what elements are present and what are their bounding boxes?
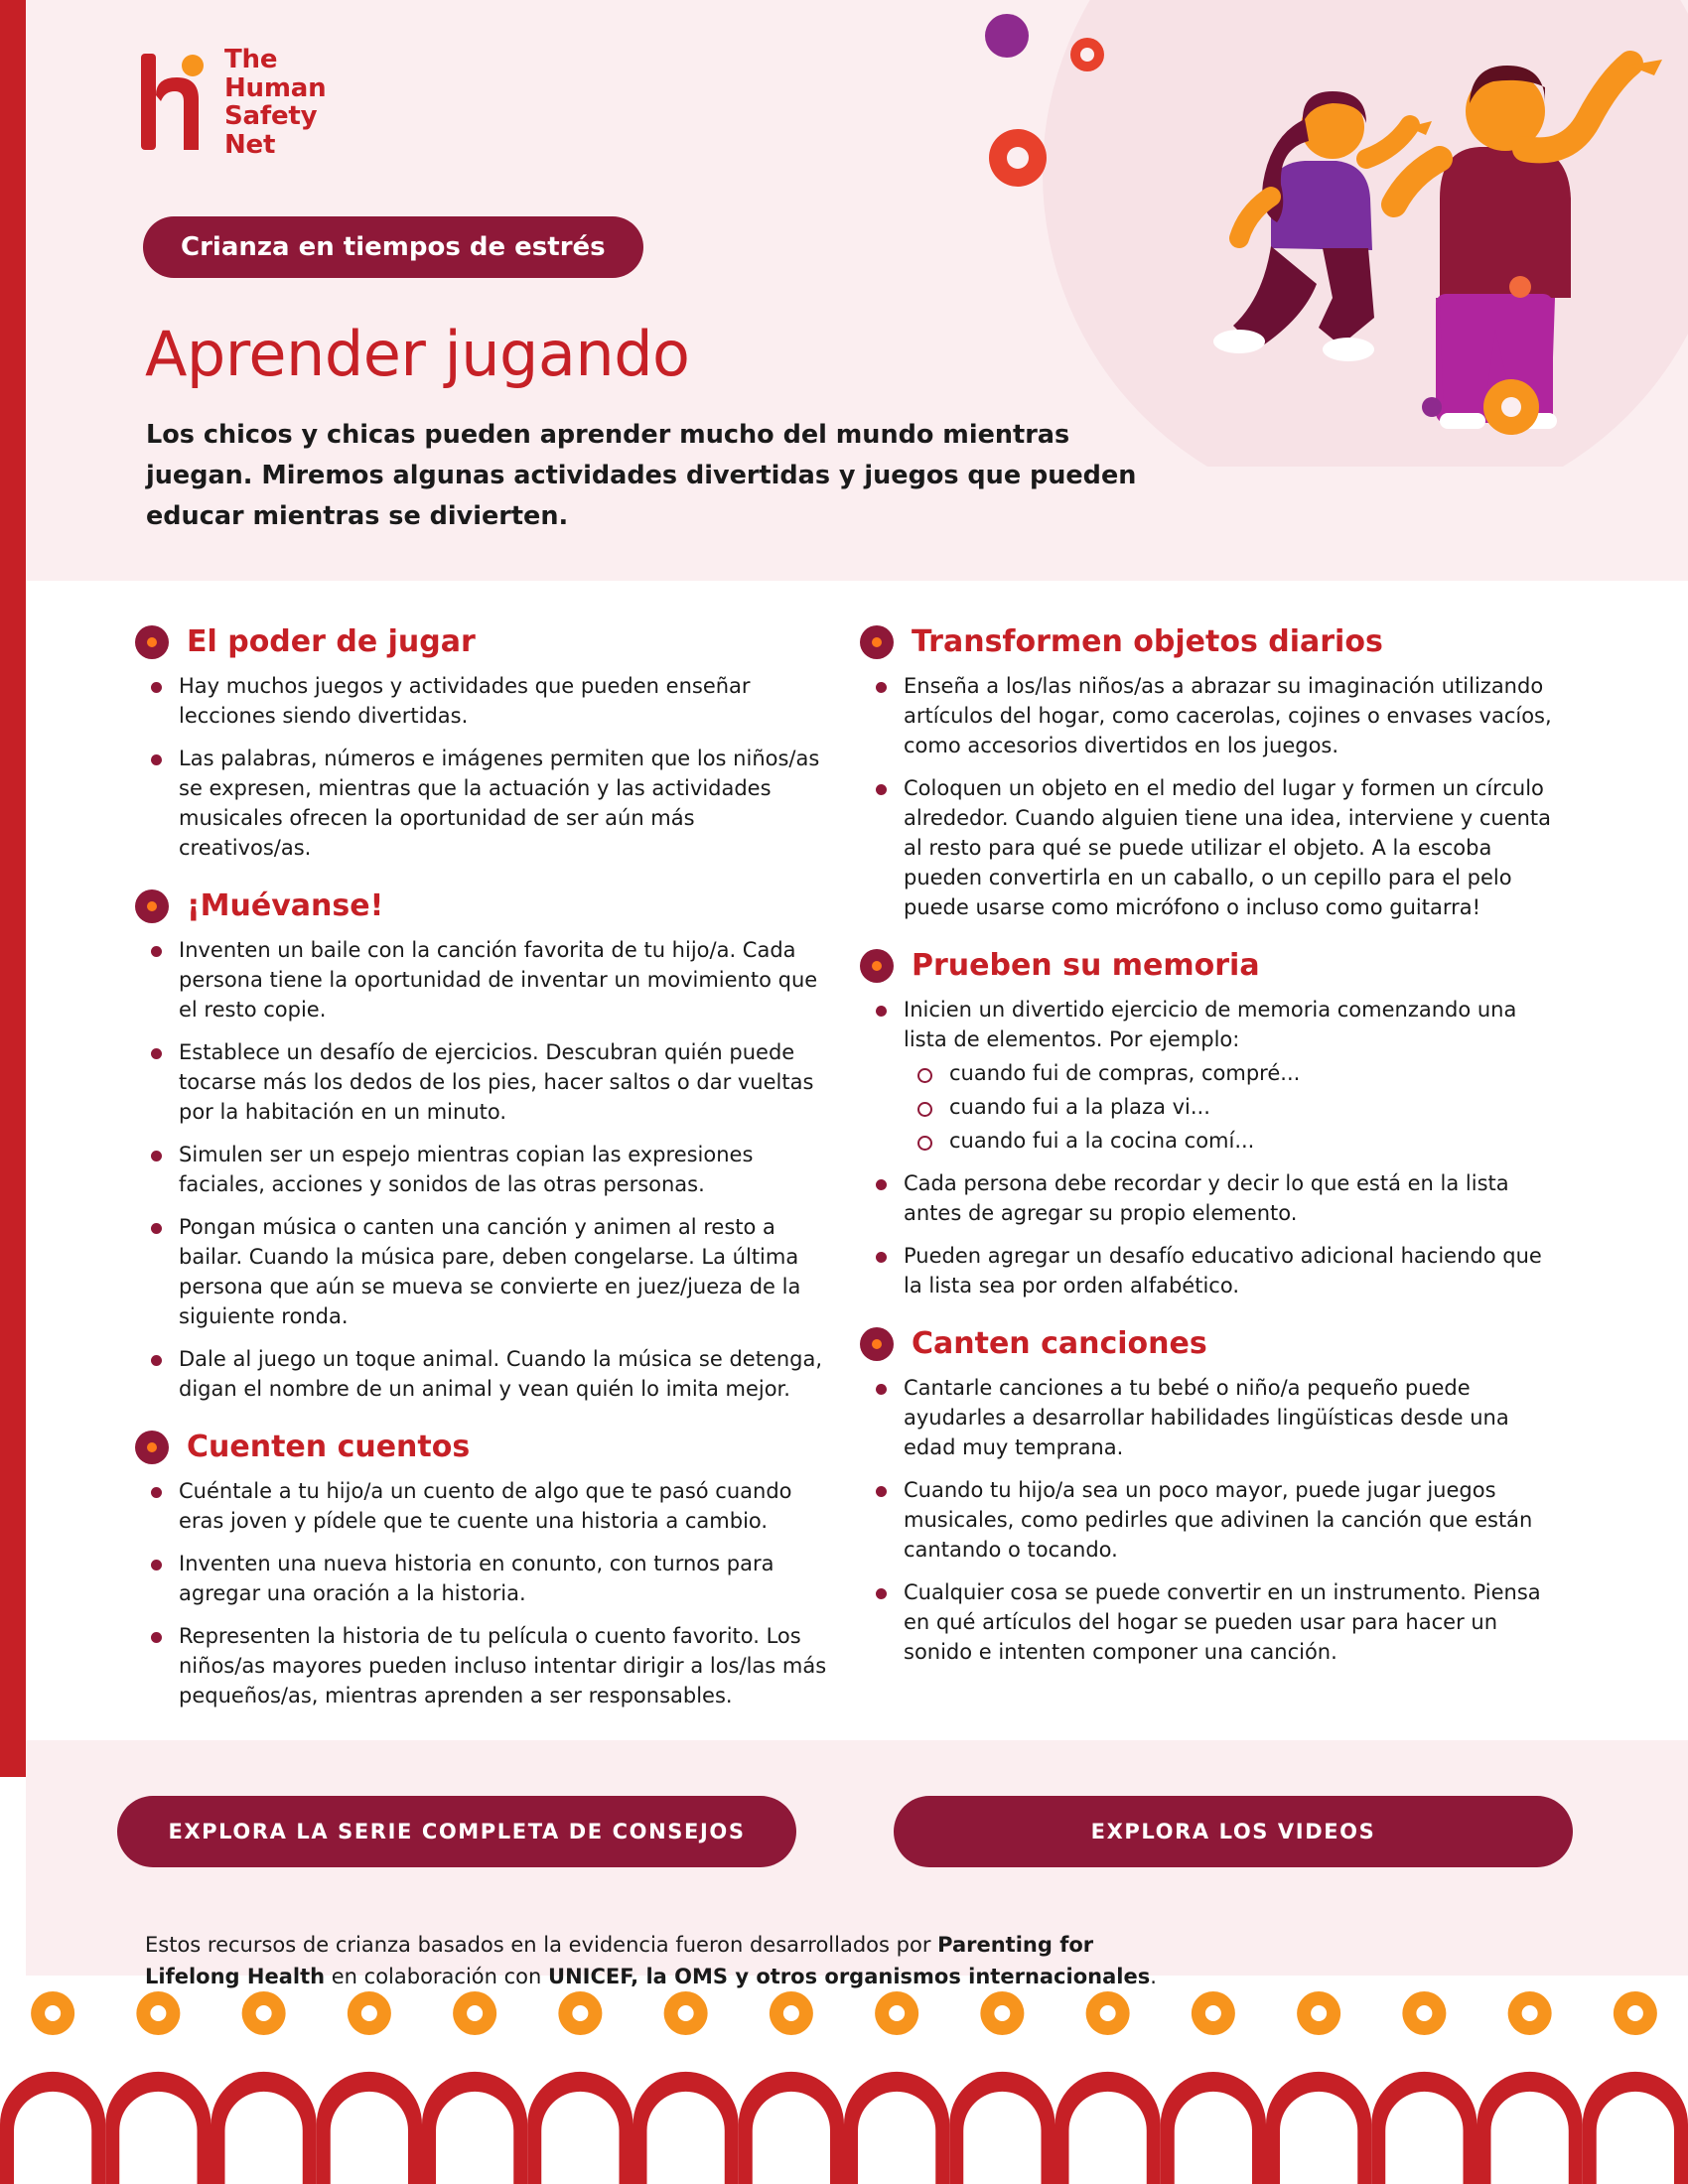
list-item: Pongan música o canten una canción y animen al resto a bailar. Cuando la música pare, deben congelarse. La última persona que aún se mueva se convierte en juez/jueza de la siguiente ronda. bbox=[139, 1212, 830, 1331]
list-item: Cualquier cosa se puede convertir en un instrumento. Piensa en qué artículos del hogar se pueden usar para hacer un sonido e intenten componer una canción. bbox=[864, 1577, 1555, 1667]
list-item: Dale al juego un toque animal. Cuando la música se detenga, digan el nombre de un animal y vean quién lo imita mejor. bbox=[139, 1344, 830, 1404]
section-title: Cuenten cuentos bbox=[187, 1430, 471, 1464]
credit-part-1: Estos recursos de crianza basados en la evidencia fueron desarrollados por bbox=[145, 1933, 938, 1957]
list-item: Cuando tu hijo/a sea un poco mayor, puede jugar juegos musicales, como pedirles que adivinen la canción que están cantando o tocando. bbox=[864, 1475, 1555, 1565]
section-bullet-icon bbox=[860, 1327, 894, 1361]
section-bullet-icon bbox=[860, 949, 894, 983]
decor-ring-big-orange-inner bbox=[1501, 397, 1521, 417]
section-header bbox=[860, 948, 1555, 983]
list-item: Cuéntale a tu hijo/a un cuento de algo que te pasó cuando eras joven y pídele que te cuente una historia a cambio. bbox=[139, 1476, 830, 1536]
logo-text bbox=[224, 46, 326, 159]
sub-list-item: cuando fui a la plaza vi... bbox=[904, 1092, 1555, 1122]
credit-bold-1: Parenting for Lifelong Health bbox=[145, 1933, 1094, 1988]
decor-ring-orange-inner bbox=[1007, 147, 1029, 169]
list-item: Coloquen un objeto en el medio del lugar y formen un círculo alrededor. Cuando alguien tiene una idea, interviene y cuenta al resto para qué se puede utilizar el objeto. A la escoba pueden convertirla en un caballo, o un cepillo para el pelo puede usarse como micrófono o incluso como guitarra! bbox=[864, 773, 1555, 922]
h-monogram-icon bbox=[137, 50, 214, 154]
content-section bbox=[135, 888, 830, 1404]
footer bbox=[26, 1740, 1688, 1988]
content-section bbox=[860, 624, 1555, 922]
list-item: Inicien un divertido ejercicio de memoria comenzando una lista de elementos. Por ejemplo: cuando fui de compras, compré... cuando fui a la plaza vi... cuando fui a la cocina comí... bbox=[864, 995, 1555, 1156]
section-header bbox=[860, 624, 1555, 659]
header bbox=[26, 0, 1688, 581]
section-title: Transformen objetos diarios bbox=[912, 624, 1383, 659]
list-item: Cada persona debe recordar y decir lo que está en la lista antes de agregar su propio elemento. bbox=[864, 1168, 1555, 1228]
list-item: Las palabras, números e imágenes permiten que los niños/as se expresen, mientras que la actuación y las actividades musicales ofrecen la oportunidad de ser aún más creativos/as. bbox=[139, 744, 830, 863]
section-header bbox=[135, 888, 830, 923]
section-title: El poder de jugar bbox=[187, 624, 476, 659]
section-title: Canten canciones bbox=[912, 1326, 1207, 1361]
category-pill: Crianza en tiempos de estrés bbox=[143, 216, 643, 278]
right-column bbox=[860, 599, 1555, 1680]
decor-dot-small-orange bbox=[1509, 276, 1531, 298]
list-item: Representen la historia de tu película o cuento favorito. Los niños/as mayores pueden incluso intentar dirigir a los/las más pequeños/as, mientras aprenden a ser responsables. bbox=[139, 1621, 830, 1710]
list-item: Hay muchos juegos y actividades que pueden enseñar lecciones siendo divertidas. bbox=[139, 671, 830, 731]
credit-bold-2: UNICEF, la OMS y otros organismos internacionales bbox=[548, 1965, 1151, 1988]
dots-and-arches-pattern bbox=[0, 1976, 1688, 2184]
left-accent-bar bbox=[0, 0, 26, 1777]
page-subtitle: Los chicos y chicas pueden aprender mucho del mundo mientras juegan. Miremos algunas actividades divertidas y juegos que pueden educar mientras se divierten. bbox=[146, 420, 1137, 531]
list-item: Establece un desafío de ejercicios. Descubran quién puede tocarse más los dedos de los pies, hacer saltos o dar vueltas por la habitación en un minuto. bbox=[139, 1037, 830, 1127]
section-list bbox=[864, 1373, 1555, 1667]
explore-videos-button[interactable]: EXPLORA LOS VIDEOS bbox=[894, 1796, 1573, 1867]
credit-part-3: . bbox=[1150, 1965, 1157, 1988]
logo-line-3: Safety bbox=[224, 101, 318, 131]
list-item: Enseña a los/las niños/as a abrazar su imaginación utilizando artículos del hogar, como cacerolas, cojines o envases vacíos, como accesorios divertidos en los juegos. bbox=[864, 671, 1555, 760]
section-bullet-icon bbox=[135, 889, 169, 923]
section-title: Prueben su memoria bbox=[912, 948, 1260, 983]
section-list bbox=[139, 1476, 830, 1710]
section-list bbox=[864, 671, 1555, 922]
section-list bbox=[139, 671, 830, 863]
logo[interactable] bbox=[137, 42, 405, 161]
section-bullet-icon bbox=[135, 1431, 169, 1464]
decor-dot-purple bbox=[985, 14, 1029, 58]
list-item: Simulen ser un espejo mientras copian las expresiones faciales, acciones y sonidos de las otras personas. bbox=[139, 1140, 830, 1199]
content-section bbox=[135, 1430, 830, 1710]
logo-line-4: Net bbox=[224, 129, 276, 160]
logo-line-1: The bbox=[224, 45, 278, 74]
decor-dot-small-purple bbox=[1422, 397, 1442, 417]
content-area bbox=[26, 581, 1688, 1740]
credit-part-2: en colaboración con bbox=[325, 1965, 549, 1988]
section-bullet-icon bbox=[135, 625, 169, 659]
section-bullet-icon bbox=[860, 625, 894, 659]
content-section bbox=[860, 1326, 1555, 1667]
sub-list-item: cuando fui de compras, compré... bbox=[904, 1058, 1555, 1088]
list-item: Cantarle canciones a tu bebé o niño/a pequeño puede ayudarles a desarrollar habilidades lingüísticas desde una edad muy temprana. bbox=[864, 1373, 1555, 1462]
content-section bbox=[860, 948, 1555, 1300]
section-list bbox=[139, 935, 830, 1404]
explore-tips-button[interactable]: EXPLORA LA SERIE COMPLETA DE CONSEJOS bbox=[117, 1796, 796, 1867]
left-column bbox=[135, 599, 830, 1723]
content-section bbox=[135, 624, 830, 863]
section-header bbox=[860, 1326, 1555, 1361]
section-sublist bbox=[904, 1058, 1555, 1156]
section-header bbox=[135, 1430, 830, 1464]
section-list bbox=[864, 995, 1555, 1300]
sub-list-item: cuando fui a la cocina comí... bbox=[904, 1126, 1555, 1156]
logo-line-2: Human bbox=[224, 72, 327, 103]
list-item: Pueden agregar un desafío educativo adicional haciendo que la lista sea por orden alfabético. bbox=[864, 1241, 1555, 1300]
section-title: ¡Muévanse! bbox=[187, 888, 384, 923]
decor-ring-red-inner bbox=[1080, 48, 1094, 62]
section-header bbox=[135, 624, 830, 659]
list-item: Inventen un baile con la canción favorita de tu hijo/a. Cada persona tiene la oportunidad de inventar un movimiento que el resto copie. bbox=[139, 935, 830, 1024]
page-title: Aprender jugando bbox=[145, 318, 690, 390]
header-illustration bbox=[973, 0, 1688, 467]
bottom-decoration bbox=[0, 1976, 1688, 2184]
list-item: Inventen una nueva historia en conunto, con turnos para agregar una oración a la historia. bbox=[139, 1549, 830, 1608]
